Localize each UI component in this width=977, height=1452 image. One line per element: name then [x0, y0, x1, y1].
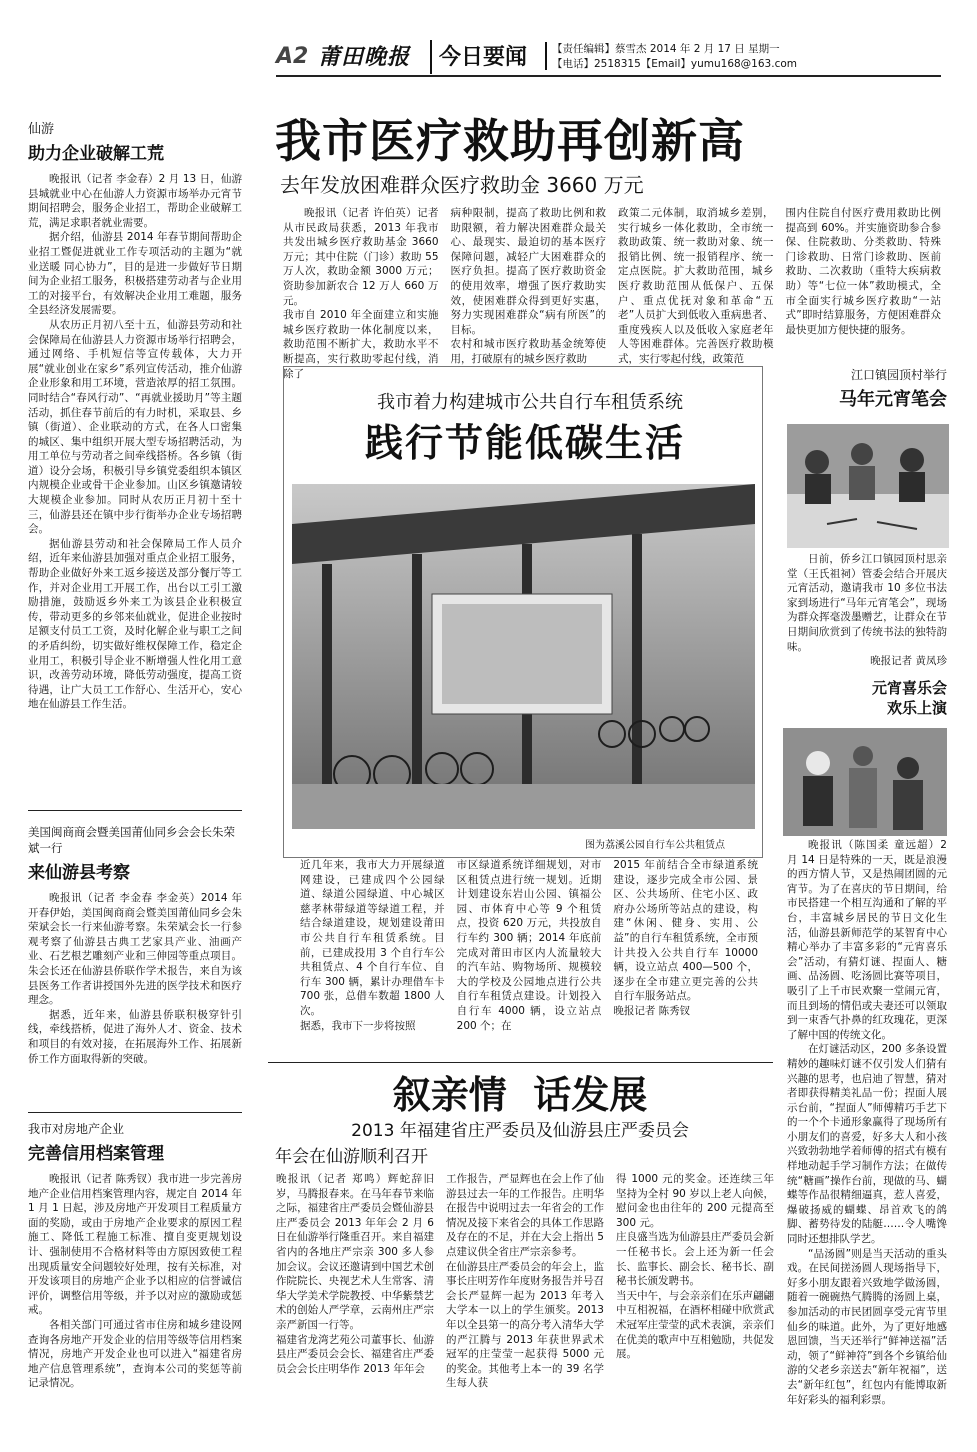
story-kicker: 我市对房地产企业 [28, 1122, 125, 1136]
photo-caption: 图为荔溪公园自行车公共租赁点 [585, 840, 725, 851]
story-title: 来仙游县考察 [28, 863, 130, 883]
calligraphy-event-photo [787, 424, 949, 548]
lead-column: 围内住院自付医疗费用救助比例提高到 60%。并实施资助参合参保、住院救助、分类救助、特殊门诊救助、日常门诊救助、医前救助、二次救助（重特大疾病救助）等“七位一体”救助模式，全市全面实行城乡医疗救助“一站式”即时结算服务，方便困难群众最快更加方便快捷的服务。 [785, 207, 941, 336]
story-body: 晚报讯（记者 李金春）2 月 13 日，仙游县城就业中心在仙游人力资源市场举办元宵节期间招聘会，服务企业招工，帮助企业破解工荒，满足求职者就业需要。 据介绍，仙游县 2014 年春节期间帮助企业招工暨促进就业工作专项活动的主题为“就业送暖 同心协力”，目的是进一步做好节日期间为企业招工服务，积极搭建劳动者与企业用工的对接平台，有效解决企业用工难题，服务全县经济发展需要。 从农历正月初八至十五，仙游县劳动和社会保障局在仙游县人力资源市场举行招聘会，通过网络、手机短信等宣传载体，大力开展“就业创业在家乡”系列宣传活动，推介仙游企业形象和用工环境，营造浓厚的招工氛围。同时结合“春风行动”、“再就业援助月”等主题活动，抓住春节前后的有力时机，采取县、乡镇（街道）、企业联动的方式，在各人口密集的城区、集中组织开展大型专场招聘活动，为用工单位与劳动者之间牵线搭桥。各乡镇（街道）设分会场，积极引导乡镇党委组织本镇区内规模企业或骨干企业参加。山区乡镇邀请较大规模企业参加。同时从农历正月初十至十三，仙游县还在镇中步行街举办企业专场招聘会。 据仙游县劳动和社会保障局工作人员介绍，近年来仙游县加强对重点企业招工服务，帮助企业做好外来工返乡接送及部分餐厅等工作，并对企业用工开展工作，出台以工引工激励措施，鼓励返乡外来工为该县企业积极宣传，带动更多的乡邻来仙就业，促进企业按时足额支付员工工资，及时化解企业与职工之间的矛盾纠纷，切实做好维权保障工作，稳定企业用工，积极引导企业不断增强人性化用工意识，改善劳动环境，降低劳动强度，提高工资待遇，让广大员工工作舒心、生活开心，安心地在仙游县工作生活。 [28, 173, 242, 711]
bottom-subtitle-1: 2013 年福建省庄严委员及仙游县庄严委员会 [351, 1121, 689, 1141]
story-body: 晚报讯（记者 陈秀钗）我市进一步完善房地产企业信用档案管理内容，规定自 2014 年 1 月 1 日起，涉及房地产开发项目工程质量方面的奖励，或由于房地产企业要求的原因工程施工、降低工程施工标准、擅自变更规划设计、强制使用不合格材料等由方原因致使工程出现质量安全问题较好处理，按有关标准，对开发该项目的房地产企业予以相应的信誉诚信评价，调整信用等级，并予以对应的激励或惩戒。 各相关部门可通过省市住房和城乡建设网查询各房地产开发企业的信用等级等信用档案情况，房地产开发企业也可以进入“福建省房地产信息管理系统”，查询本公司的奖惩等前记录情况。 [28, 1173, 242, 1390]
lead-body [283, 206, 941, 381]
story-kicker: 江口镇园顶村举行 [850, 368, 947, 382]
bottom-body [276, 1172, 774, 1391]
left-story-1 [28, 118, 242, 712]
right-story-2-header [783, 678, 947, 718]
bottom-column: 得 1000 元的奖金。还连续三年坚持为全村 90 岁以上老人向候，慰问金也由往年的 200 元提高至 300 元。 庄良盛当选为仙游县庄严委员会新一任秘书长。会上还为新一任会长、监事长、副会长、秘书长、副秘书长颁发聘书。 当天中午，与会亲亲们在乐声翩翩中互相祝福，在酒杯相碰中欣赏武术冠军庄莹莹的武术表演，亲亲们在优美的歌声中互相勉励，共促发展。 [616, 1173, 774, 1361]
bottom-subtitle-2: 年会在仙游顺利召开 [275, 1147, 428, 1167]
feature-headline: 践行节能低碳生活 [364, 421, 685, 465]
left-story-3 [28, 1120, 242, 1391]
section-title: 今日要闻 [439, 45, 528, 70]
bottom-column: 晚报讯（记者 郑鸣）辉蛇辞旧岁，马腾报春来。在马年春节来临之际，福建省庄严委员会暨仙游县庄严委员会 2013 年年会 2 月 6 日在仙游举行隆重召开。来自福建省内的各地庄严宗亲 300 多人参加会议。会议还邀请到中国艺术创作院院长、央视艺术人生常客、清华大学美术学院教授、中华紫禁艺术的创始人严学章，云南州庄严宗亲严新国一行等。 福建省龙湾艺苑公司董事长、仙游县庄严委员会会长、福建省庄严委员会会长庄明华作 2013 年年会 [276, 1173, 434, 1375]
lead-headline: 我市医疗救助再创新高 [275, 114, 745, 168]
lantern-festival-photo [783, 728, 947, 836]
feature-column: 近几年来，我市大力开展绿道网建设，已建成四个公园绿道、绿道公园绿道、中心城区慈孝林带绿道等绿道工程，并结合绿道建设，规划建设莆田市公共自行车租赁系统。目前，已建成投用 3 个自行车公共租赁点、4 个自行车位、自行车 300 辆，累计办理借车卡 700 张，总借车数超 1800 人次。 据悉，我市下一步将按照 [300, 859, 445, 1032]
story-title: 完善信用档案管理 [28, 1144, 164, 1164]
story-title: 助力企业破解工荒 [28, 144, 164, 164]
byline: 晚报记者 黄凤珍 [870, 655, 947, 668]
left-story-2 [28, 824, 242, 1066]
right-story-1-body: 日前，侨乡江口镇园顶村思亲堂（王氏祖祠）管委会结合开展庆元宵活动，邀请我市 10 多位书法家到场进行“马年元宵笔会”，现场为群众挥毫泼墨赠艺，让群众在节日期间欣赏到了传统书法的独特韵味。 晚报记者 黄凤珍 [787, 553, 947, 668]
story-body: 晚报讯（记者 李金春 李金英）2014 年开春伊始，美国闽商商会暨美国莆仙同乡会朱荣斌会长一行来仙游考察。朱荣斌会长一行参观考察了仙游县古典工艺家具产业、油画产业、石艺根艺雕刻产业和三伸园等重点项目。朱会长还在仙游县侨联作学术报告，来自为该县医务工作者讲授国外先进的医学技术和医疗理念。 据悉，近年来，仙游县侨联积极穿针引线，牵线搭桥，促进了海外人才、资金、技术和项目的有效对接，在拓展海外工作、拓展新侨工作方面取得新的突破。 [28, 892, 242, 1065]
story-title: 马年元宵笔会 [839, 389, 947, 410]
editor-info: 【责任编辑】蔡雪杰 2014 年 2 月 17 日 星期一 【电话】2518315【Email】yumu168@163.com [552, 43, 797, 70]
lead-subtitle: 去年发放困难群众医疗救助金 3660 万元 [280, 173, 644, 197]
right-story-1-header [783, 366, 947, 411]
lead-column: 病种限制，提高了救助比例和救助限额，着力解决困难群众最关心、最现实、最迫切的基本医疗保障问题，减轻广大困难群众的医疗负担。提高了医疗救助资金的使用效率，增强了医疗救助实效，使困难群众得到更好实惠，努力实现困难群众“病有所医”的目标。 农村和城市医疗救助基金统筹使用，打破原有的城乡医疗救助 [450, 207, 606, 365]
story-kicker: 美国闽商商会暨美国莆仙同乡会会长朱荣斌一行 [28, 825, 235, 855]
page-number: A2 [276, 44, 309, 69]
feature-column: 市区绿道系统详细规划，对市区租赁点进行统一规划。近期计划建设东岩山公园、镇福公园、市体育中心等 9 个租赁点，投资 620 万元，共投放自行车约 300 辆；2014 年底前完成对莆田市区内人流量较大的汽车站、购物场所、规模较大的学校及公园地点进行公共自行车租赁点建设。计划投入自行车 4000 辆，设立站点 200 个；在 [456, 859, 602, 1032]
feature-column: 2015 年前结合全市绿道系统建设，逐步完成全市公园、景区、公共场所、住宅小区、政府办公场所等站点的建设，构建“休闲、健身、实用、公益”的自行车租赁系统，全市预计共投入公共自行车 10000 辆，设立站点 400—500 个，逐步在全市建立更完善的公共自行车服务站点。 晚报记者 陈秀钗 [613, 859, 759, 1017]
right-story-2-body: 晚报讯（陈国柔 童远超）2 月 14 日是特殊的一天，既是浪漫的西方情人节，又是热闹团圆的元宵节。为了在喜庆的节日期间，给市民搭建一个相互沟通和了解的平台，丰富城乡居民的节日文化生活，仙游县新师范学的某智育中心精心举办了丰富多彩的“元宵喜乐会”活动，有猜灯谜、捏面人、糖画、品汤圆、吃汤圆比赛等项目，吸引了上千市民欢聚一堂闹元宵，而且到场的情侣或夫妻还可以领取到一束香气扑鼻的红玫瑰花，更深了解中国的传统文化。 在灯谜活动区，200 多条设置精妙的趣味灯谜不仅引发人们猜有兴趣的思考，也启迪了智慧，猜对者即获得精美礼品一份；捏面人展示台前，“捏面人”师傅精巧手艺下的一个个卡通形象赢得了现场所有小朋友们的喜爱，好多大人和小孩兴致勃勃地学着师傅的招式有模有样地动起手学习制作方法；在做传统“糖画”操作台前，现做的马、蝴蝶等作品很精细逼真，惹人喜爱，爆破扬威的蝴蝶、昂首欢飞的鸽脚、蓄势待发的陆艇……令人嘴馋同时还想排队学艺。 “品汤圆”则是当天活动的重头戏。在民间搓汤圆人现场指导下，好多小朋友跟着兴致地学做汤圆，随着一碗碗热气腾腾的汤圆上桌，参加活动的市民团圆享受元宵节里仙乡的味道。此外，为了更好地感恩回馈，当天还举行“鲜神送福”活动，领了“鲜神符”到各个乡镇给仙游的父老乡亲送去“新年祝福”，送去“新年红包”，红包内有能博取新年好彩头的福利彩票。 [787, 839, 947, 1406]
bottom-column: 工作报告，严显辉也在会上作了仙游县过去一年的工作报告。庄明华在报告中说明过去一年省会的工作情况及接下来省会的具体工作思路及存在的不足，并在大会上指出 5 点建议供全省庄严宗亲参考。 在仙游县庄严委员会的年会上，监事长庄明芳作年度财务报告并号召会长严显辉一起为 2013 年考入大学本一以上的学生颁奖。2013 年以全县第一的高分考入清华大学的严江腾与 2013 年获世界武术冠军的庄莹莹一起获得 5000 元的奖金。其他考上本一的 39 名学生每人获 [446, 1173, 604, 1390]
bicycle-rental-photo [292, 484, 755, 829]
story-title: 欢乐上演 [886, 699, 947, 717]
feature-body [300, 858, 758, 1033]
feature-kicker: 我市着力构建城市公共自行车租赁系统 [377, 392, 683, 413]
bottom-headline: 叙亲情 话发展 [392, 1073, 648, 1117]
story-kicker: 仙游 [28, 122, 55, 137]
lead-column: 政策二元体制，取消城乡差别，实行城乡一体化救助，全市统一救助政策、统一救助对象、统一报销比例、统一报销程序、统一定点医院。扩大救助范围，城乡医疗救助范围从低保户、五保户、重点优抚对象和革命“五老”人员扩大到低收入重病患者、重度残疾人以及低收入家庭老年人等困难群体。完善医疗救助模式，实行零起付线，政策范 [618, 207, 774, 365]
lead-column: 晚报讯（记者 许伯英）记者从市民政局获悉，2013 年我市共发出城乡医疗救助基金 3660 万元；其中住院（门诊）救助 55 万人次，救助金额 3000 万元；资助参加新农合 12 万人 660 万元。 我市自 2010 年全面建立和实施城乡医疗救助一体化制度以来，救助范围不断扩大，救助水平不断提高，实行救助零起付线，消除了 [283, 207, 439, 380]
paper-logo: 莆田晚报 [318, 45, 411, 70]
story-title: 元宵喜乐会 [871, 679, 947, 697]
